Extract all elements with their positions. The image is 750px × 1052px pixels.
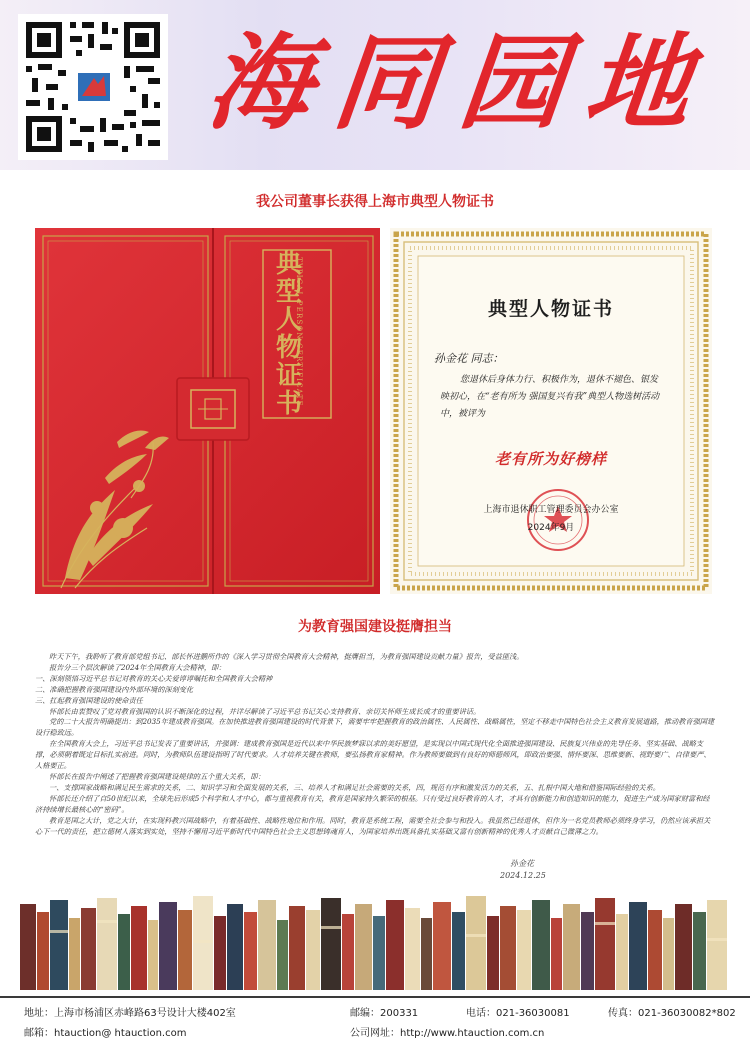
certificate-issuer: 上海市退休职工管理委员会办公室 <box>483 505 619 515</box>
fax-label: 传真： <box>608 1008 638 1019</box>
article-paragraph: 报告分三个层次解读了2024年全国教育大会精神，即： <box>49 662 226 672</box>
website-label: 公司网址： <box>350 1028 400 1039</box>
footer-fax <box>608 1004 736 1019</box>
signature-date: 2024.12.25 <box>500 871 546 880</box>
footer-contact <box>0 996 750 1052</box>
article-paragraph: 一、支撑国家战略和满足民生需求的关系，二、知识学习和全面发展的关系，三、培养人才和满足社会需要的关系，四，规范有序和激发活力的关系，五、扎根中国大地和借鉴国际经验的关系。 <box>49 782 660 792</box>
address-label: 地址： <box>24 1008 54 1019</box>
certificate-title: 典型人物证书 <box>487 298 614 320</box>
fax-value: 021-36030082*802 <box>638 1008 736 1019</box>
cover-char: 型 <box>276 277 303 307</box>
article-paragraph: 怀部长在报告中阐述了把握教育强国建设规律的五个重大关系，即： <box>49 771 265 781</box>
article-paragraph: 党的二十大报告明确提出：到2035年建成教育强国。在加快推进教育强国建设的时代背景下，需要牢牢把握教育的政治属性、人民属性、战略属性，坚定不移走中国特色社会主义教育发展道路，推动教育强国建设行稳致远。 <box>35 717 715 738</box>
article-paragraph: 怀部长还介绍了自50世纪以来，全球先后形成5个科学和人才中心，都与重视教育有关，教育是国家持久繁荣的根基。只有受过良好教育的人才，才具有创新能力和创造知识的能力，促进生产成为国家财富和经济持续增长最核心的“密码”。 <box>35 793 710 814</box>
article-paragraph: 教育是国之大计，党之大计，在实现科教兴国战略中，有着基础性、战略性地位和作用。同时，教育是系统工程，需要全社会参与和投入。我虽然已经退休，但作为一名党员教师必须终身学习，仍然应该承担关心下一代的责任，把立德树人落实到实处，坚持不懈用习近平新时代中国特色社会主义思想铸魂育人，为国家培养出既具备扎实基础又富有创新精神的优秀人才贡献自己微薄之力。 <box>35 815 711 836</box>
website-link[interactable]: http://www.htauction.com.cn <box>400 1028 545 1039</box>
article-paragraph: 在全国教育大会上，习近平总书记发表了重要讲话，并强调：建成教育强国是近代以来中华民族梦寐以求的美好愿望，是实现以中国式现代化全面推进强国建设、民族复兴伟业的先导任务、坚实基础、战略支撑，必须朝着既定目标扎实前进。同时，为教师队伍建设指明了时代要求。人才培养关键在教师，要弘扬教育家精神。作为教师要做到有良好的师德师风，即政治要强、情怀要深、思维要新、视野要广、自律要严、人格要正。 <box>35 739 711 771</box>
zip-value: 200331 <box>380 1008 419 1019</box>
article-paragraph: 昨天下午，我聆听了教育部党组书记、部长怀进鹏所作的《深入学习贯彻全国教育大会精神，挺膺担当，为教育强国建设贡献力量》报告，受益匪浅。 <box>49 652 524 661</box>
footer-zip <box>350 1004 418 1019</box>
cover-char: 人 <box>276 305 303 335</box>
signature-name: 孙金花 <box>510 859 534 868</box>
cover-char: 物 <box>276 333 303 363</box>
cover-char: 证 <box>276 361 303 391</box>
footer-email[interactable] <box>24 1024 186 1039</box>
phone-value: 021-36030081 <box>496 1008 570 1019</box>
certificate-recipient: 孙金花 同志： <box>434 352 504 365</box>
footer-address <box>24 1004 236 1019</box>
zip-label: 邮编： <box>350 1008 380 1019</box>
certificate-award: 老有所为好榜样 <box>494 450 607 468</box>
certificate-date: 2024年9月 <box>527 523 575 533</box>
cover-char: 典 <box>276 249 303 279</box>
article-paragraph: 一、深刻领悟习近平总书记对教育的关心关爱谆谆嘱托和全国教育大会精神 <box>35 673 273 683</box>
headline-award: 我公司董事长获得上海市典型人物证书 <box>256 194 494 210</box>
certificate-document-photo <box>390 228 712 594</box>
article-paragraph: 二、准确把握教育强国建设内外部环境的深刻变化 <box>35 684 194 694</box>
headline-article: 为教育强国建设挺膺担当 <box>298 619 452 635</box>
certificate-cover-photo <box>35 228 380 594</box>
phone-label: 电话： <box>466 1008 496 1019</box>
masthead-title: 海同园地 <box>201 21 719 144</box>
cover-subtitle: TYPICAL PERSON CERTIFICATE <box>295 257 303 407</box>
article-body <box>35 652 715 887</box>
address-value: 上海市杨浦区赤峰路63号设计大楼402室 <box>54 1008 236 1019</box>
bookshelf-decoration <box>20 890 730 990</box>
cover-char: 书 <box>276 389 303 419</box>
article-paragraph: 怀部长由衷赞叹了党对教育强国的认识不断深化的过程，并详尽解读了习近平总书记关心支持教育、亲切关怀师生成长成才的重要讲话。 <box>49 706 481 716</box>
certificate-body: 您退休后身体力行、积极作为，退休不褪色、银发映初心，在“老有所为 强国复兴有我”典型人物选树活动中，被评为 <box>440 375 660 419</box>
email-label: 邮箱： <box>24 1028 54 1039</box>
email-link[interactable]: htauction@ htauction.com <box>54 1028 187 1039</box>
footer-website[interactable] <box>350 1024 544 1039</box>
header-banner <box>0 0 750 170</box>
footer-phone <box>466 1004 570 1019</box>
qr-code-icon[interactable] <box>18 14 168 160</box>
article-paragraph: 三、扛起教育强国建设的使命责任 <box>35 695 143 705</box>
